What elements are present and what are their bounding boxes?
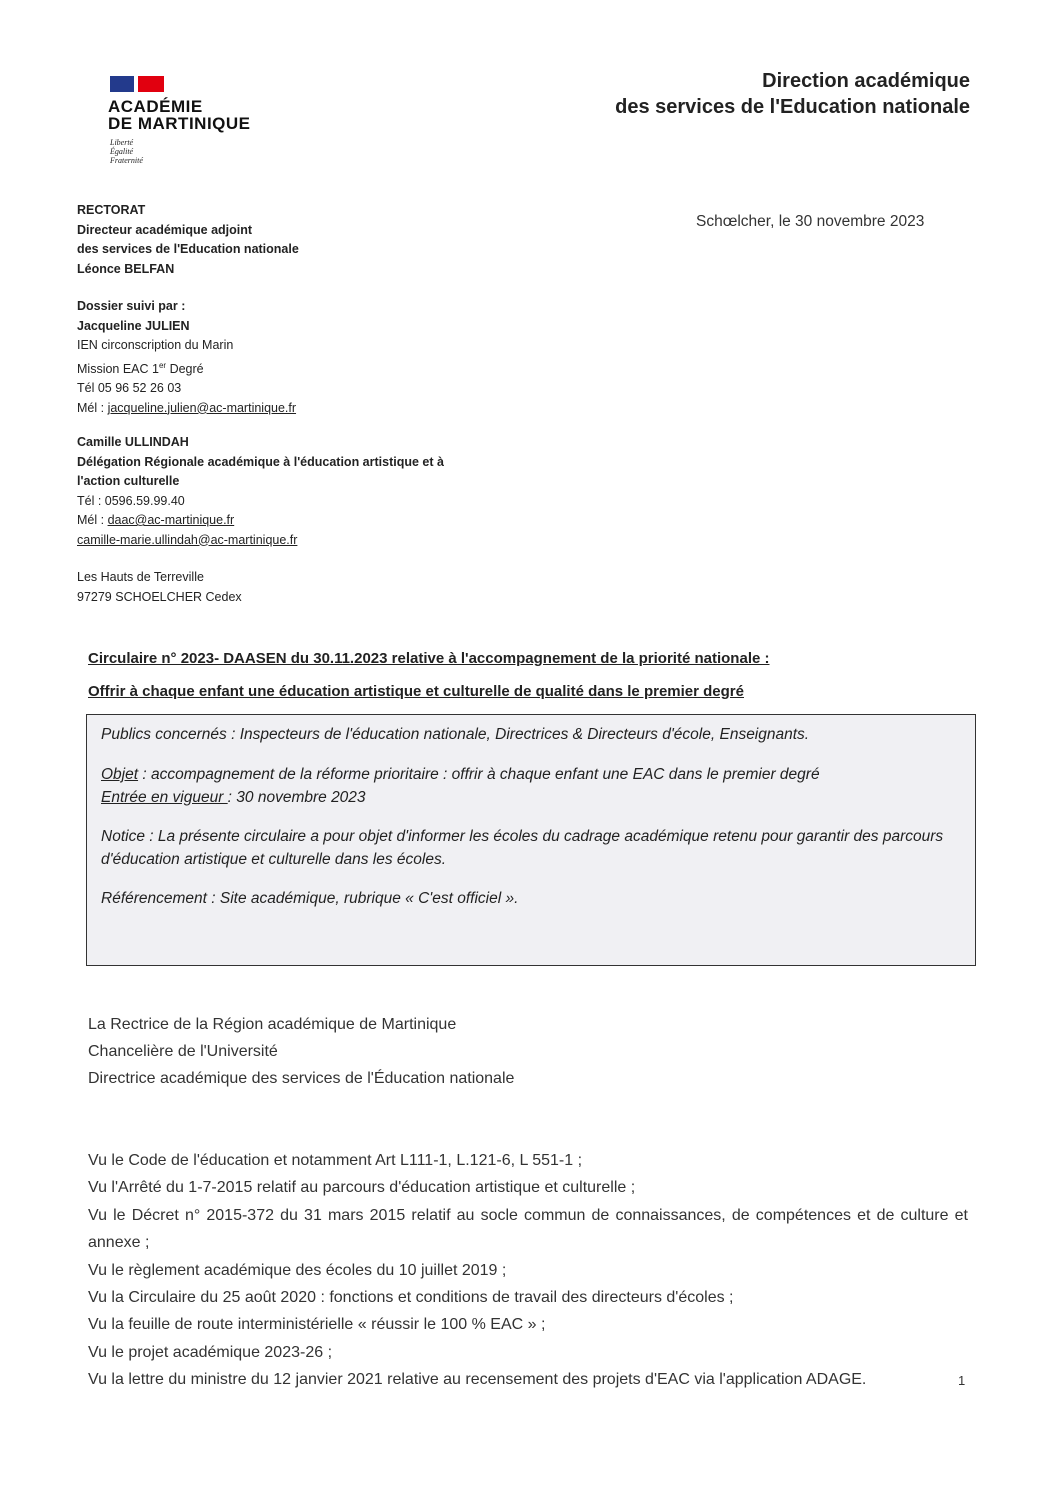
sender-line: Léonce BELFAN xyxy=(77,261,175,276)
notice: Notice : La présente circulaire a pour objet d'informer les écoles du cadrage académique retenu pour garantir des parcours d'éducation artistique et culturelle dans les écoles. xyxy=(101,828,944,868)
reference-item: Vu le règlement académique des écoles du 10 juillet 2019 ; xyxy=(88,1261,507,1279)
direction-line1: Direction académique xyxy=(762,70,970,92)
marianne-logo xyxy=(110,76,164,92)
direction-line2: des services de l'Education nationale xyxy=(615,96,970,118)
reference-item: Vu la Circulaire du 25 août 2020 : fonctions et conditions de travail des directeurs d'écoles ; xyxy=(88,1289,734,1307)
contact-org: Délégation Régionale académique à l'éducation artistique et à xyxy=(77,454,444,469)
signatory-block xyxy=(88,1011,514,1092)
reference-item: Vu le Décret n° 2015-372 du 31 mars 2015 relatif au socle commun de connaissances, de compétences et de culture et annexe ; xyxy=(88,1206,968,1252)
dossier-label: Dossier suivi par : xyxy=(77,299,186,313)
circulaire-subtitle: Offrir à chaque enfant une éducation artistique et culturelle de qualité dans le premier degré xyxy=(88,683,744,700)
email-link[interactable]: jacqueline.julien@ac-martinique.fr xyxy=(107,400,297,415)
contact-block xyxy=(77,433,444,550)
contact-mel: Mél : daac@ac-martinique.fr xyxy=(77,513,235,527)
academy-name-line2: DE MARTINIQUE xyxy=(108,114,251,133)
dossier-mel: Mél : jacqueline.julien@ac-martinique.fr xyxy=(77,400,297,415)
signatory-line: Directrice académique des services de l'Éducation nationale xyxy=(88,1070,515,1087)
motto-egalite: Égalité xyxy=(110,147,134,156)
sender-line: Directeur académique adjoint xyxy=(77,222,253,237)
dossier-name: Jacqueline JULIEN xyxy=(77,318,190,333)
direction-heading xyxy=(615,68,970,120)
contact-org: l'action culturelle xyxy=(77,474,180,488)
email-link[interactable]: camille-marie.ullindah@ac-martinique.fr xyxy=(77,532,298,547)
reference-item: Vu la feuille de route interministérielle « réussir le 100 % EAC » ; xyxy=(88,1316,546,1334)
referencement: Référencement : Site académique, rubrique « C'est officiel ». xyxy=(101,890,519,907)
sender-line: RECTORAT xyxy=(77,203,146,217)
dossier-tel: Tél 05 96 52 26 03 xyxy=(77,381,182,396)
email-link[interactable]: daac@ac-martinique.fr xyxy=(107,513,235,527)
address-line: 97279 SCHOELCHER Cedex xyxy=(77,589,242,604)
entree-en-vigueur: Entrée en vigueur : 30 novembre 2023 xyxy=(101,789,366,806)
page-number: 1 xyxy=(958,1373,966,1388)
summary-box xyxy=(86,714,976,966)
reference-item: Vu le projet académique 2023-26 ; xyxy=(88,1343,333,1361)
publics-concernes: Publics concernés : Inspecteurs de l'éducation nationale, Directrices & Directeurs d'école, Enseignants. xyxy=(101,726,810,743)
reference-item: Vu l'Arrêté du 1-7-2015 relatif au parcours d'éducation artistique et culturelle ; xyxy=(88,1179,636,1197)
legal-references xyxy=(88,1147,968,1394)
objet: Objet : accompagnement de la réforme prioritaire : offrir à chaque enfant une EAC dans le premier degré xyxy=(101,766,820,783)
circulaire-title: Circulaire n° 2023- DAASEN du 30.11.2023 relative à l'accompagnement de la priorité nationale : xyxy=(88,650,770,667)
signatory-line: Chancelière de l'Université xyxy=(88,1043,278,1060)
reference-item: Vu le Code de l'éducation et notamment Art L111-1, L.121-6, L 551-1 ; xyxy=(88,1152,583,1169)
contact-tel: Tél : 0596.59.99.40 xyxy=(77,493,185,508)
academy-name-line1: ACADÉMIE xyxy=(108,97,203,116)
address-block xyxy=(77,568,242,607)
dossier-role: IEN circonscription du Marin xyxy=(77,338,234,352)
address-line: Les Hauts de Terreville xyxy=(77,570,204,584)
sender-block xyxy=(77,201,299,279)
reference-item: Vu la lettre du ministre du 12 janvier 2021 relative au recensement des projets d'EAC via l'application ADAGE. xyxy=(88,1371,867,1389)
academy-name xyxy=(108,98,251,132)
contact-name: Camille ULLINDAH xyxy=(77,435,189,449)
dossier-block xyxy=(77,297,296,418)
signatory-line: La Rectrice de la Région académique de Martinique xyxy=(88,1016,457,1033)
republic-motto xyxy=(110,138,143,165)
letter-date: Schœlcher, le 30 novembre 2023 xyxy=(696,213,925,230)
contact-mel2 xyxy=(77,531,444,551)
sender-line: des services de l'Education nationale xyxy=(77,242,299,256)
dossier-mission: Mission EAC 1er Degré xyxy=(77,360,204,376)
motto-liberte: Liberté xyxy=(110,138,134,147)
motto-fraternite: Fraternité xyxy=(110,156,143,165)
